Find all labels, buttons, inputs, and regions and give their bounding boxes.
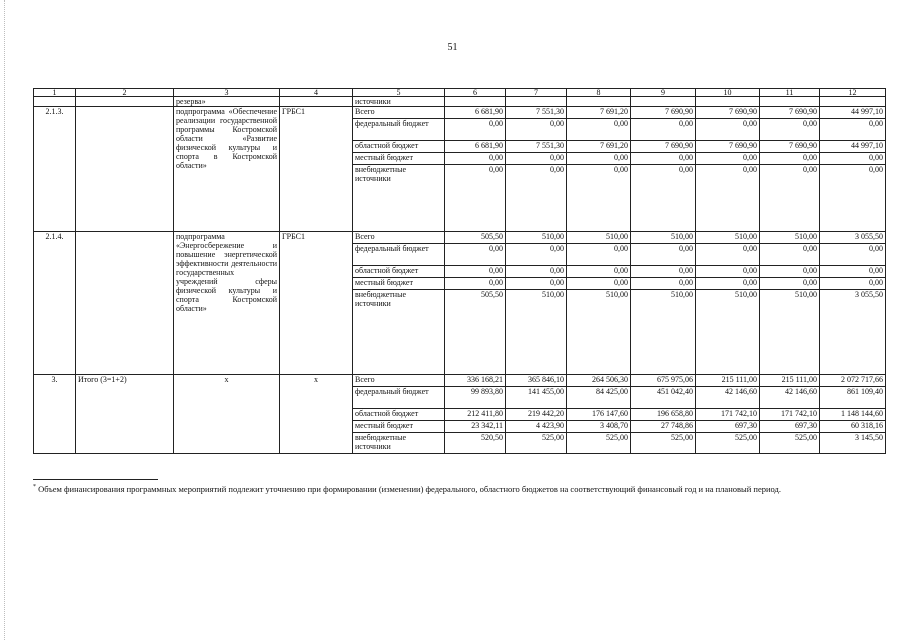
value-cell: 0,00 (696, 153, 760, 165)
value-cell: 451 042,40 (631, 387, 696, 409)
value-cell: 7 690,90 (760, 107, 820, 119)
column-2-cell: Итого (3=1+2) (76, 375, 174, 454)
value-cell: 675 975,06 (631, 375, 696, 387)
table-row (34, 375, 886, 387)
value-cell: 7 690,90 (696, 141, 760, 153)
value-cell: 0,00 (567, 153, 631, 165)
value-cell: 2 072 717,66 (820, 375, 886, 387)
value-cell: 0,00 (760, 165, 820, 232)
value-cell: 42 146,60 (696, 387, 760, 409)
value-cell: 0,00 (696, 278, 760, 290)
scan-crop-line (4, 0, 5, 640)
value-cell: 7 690,90 (631, 107, 696, 119)
value-cell: 510,00 (631, 290, 696, 375)
column-number: 5 (353, 89, 445, 97)
value-cell: 0,00 (445, 119, 506, 141)
value-cell: 171 742,10 (760, 409, 820, 421)
value-cell (445, 97, 506, 107)
value-cell: 336 168,21 (445, 375, 506, 387)
value-cell: 525,00 (760, 433, 820, 454)
value-cell: 510,00 (506, 290, 567, 375)
value-cell: 0,00 (506, 278, 567, 290)
value-cell: 0,00 (506, 119, 567, 141)
column-number: 11 (760, 89, 820, 97)
value-cell: 6 681,90 (445, 107, 506, 119)
column-number: 4 (280, 89, 353, 97)
value-cell: 44 997,10 (820, 107, 886, 119)
continuation-row (34, 97, 886, 107)
value-cell: 510,00 (506, 232, 567, 244)
value-cell: 0,00 (696, 165, 760, 232)
row-number-cell (34, 97, 76, 107)
value-cell: 0,00 (631, 266, 696, 278)
value-cell: 44 997,10 (820, 141, 886, 153)
value-cell: 510,00 (760, 290, 820, 375)
column-number: 7 (506, 89, 567, 97)
value-cell: 365 846,10 (506, 375, 567, 387)
value-cell: 0,00 (506, 153, 567, 165)
value-cell: 0,00 (506, 266, 567, 278)
column-number: 8 (567, 89, 631, 97)
grbs-cell: ГРБС1 (280, 232, 353, 375)
value-cell: 0,00 (820, 165, 886, 232)
value-cell: 510,00 (567, 290, 631, 375)
source-label-cell: федеральный бюджет (353, 244, 445, 266)
value-cell: 27 748,86 (631, 421, 696, 433)
source-label-cell: областной бюджет (353, 141, 445, 153)
value-cell: 0,00 (506, 165, 567, 232)
table-header (34, 89, 886, 97)
value-cell: 171 742,10 (696, 409, 760, 421)
column-number: 9 (631, 89, 696, 97)
value-cell: 264 506,30 (567, 375, 631, 387)
value-cell: 505,50 (445, 232, 506, 244)
value-cell: 141 455,00 (506, 387, 567, 409)
value-cell: 510,00 (567, 232, 631, 244)
source-label-cell: Всего (353, 107, 445, 119)
value-cell: 23 342,11 (445, 421, 506, 433)
value-cell: 0,00 (445, 165, 506, 232)
value-cell (567, 97, 631, 107)
financing-table (33, 88, 886, 454)
value-cell: 212 411,80 (445, 409, 506, 421)
value-cell: 525,00 (567, 433, 631, 454)
value-cell: 0,00 (760, 266, 820, 278)
value-cell (696, 97, 760, 107)
value-cell: 0,00 (820, 244, 886, 266)
value-cell: 525,00 (696, 433, 760, 454)
value-cell: 3 145,50 (820, 433, 886, 454)
grbs-cell (280, 97, 353, 107)
value-cell: 0,00 (567, 119, 631, 141)
value-cell: 7 690,90 (631, 141, 696, 153)
value-cell: 0,00 (820, 119, 886, 141)
column-2-cell (76, 232, 174, 375)
value-cell: 3 055,50 (820, 290, 886, 375)
value-cell: 215 111,00 (696, 375, 760, 387)
footnote-text: Объем финансирования программных мероприятий подлежит уточнению при формировании (изменении) федерального, областного бюджетов на соответствующий финансовый год и на плановый период. (38, 483, 781, 494)
value-cell: 99 893,80 (445, 387, 506, 409)
row-number-cell: 2.1.4. (34, 232, 76, 375)
source-label-cell: федеральный бюджет (353, 119, 445, 141)
value-cell: 0,00 (506, 244, 567, 266)
value-cell: 520,50 (445, 433, 506, 454)
value-cell: 0,00 (445, 153, 506, 165)
value-cell: 215 111,00 (760, 375, 820, 387)
value-cell: 84 425,00 (567, 387, 631, 409)
value-cell (820, 97, 886, 107)
value-cell (631, 97, 696, 107)
value-cell: 0,00 (820, 278, 886, 290)
value-cell (760, 97, 820, 107)
table-body (34, 97, 886, 454)
value-cell: 3 055,50 (820, 232, 886, 244)
value-cell: 0,00 (760, 244, 820, 266)
value-cell: 0,00 (696, 244, 760, 266)
grbs-cell: х (280, 375, 353, 454)
value-cell: 7 690,90 (760, 141, 820, 153)
value-cell: 1 148 144,60 (820, 409, 886, 421)
column-number: 6 (445, 89, 506, 97)
value-cell: 4 423,90 (506, 421, 567, 433)
value-cell: 7 551,30 (506, 107, 567, 119)
table-row (34, 107, 886, 119)
value-cell: 7 691,20 (567, 141, 631, 153)
value-cell: 0,00 (631, 153, 696, 165)
value-cell: 0,00 (567, 165, 631, 232)
value-cell: 0,00 (820, 266, 886, 278)
grbs-cell: ГРБС1 (280, 107, 353, 232)
value-cell: 0,00 (760, 153, 820, 165)
column-number: 3 (174, 89, 280, 97)
column-number: 12 (820, 89, 886, 97)
value-cell: 0,00 (696, 119, 760, 141)
program-name-cell: резерва» (174, 97, 280, 107)
table-row (34, 232, 886, 244)
value-cell: 7 551,30 (506, 141, 567, 153)
value-cell: 0,00 (567, 266, 631, 278)
source-label-cell: областной бюджет (353, 266, 445, 278)
value-cell: 525,00 (631, 433, 696, 454)
program-name-cell: подпрограмма «Обеспечение реализации государственной программы Костромской области «Развитие физической культуры и спорта в Костромской области» (174, 107, 280, 232)
value-cell: 0,00 (631, 244, 696, 266)
value-cell: 0,00 (445, 266, 506, 278)
source-label-cell: областной бюджет (353, 409, 445, 421)
value-cell: 0,00 (631, 278, 696, 290)
value-cell: 60 318,16 (820, 421, 886, 433)
value-cell: 0,00 (696, 266, 760, 278)
value-cell: 42 146,60 (760, 387, 820, 409)
program-name-cell: подпрограмма «Энергосбережение и повышение энергетической эффективности деятельности государственных учреждений сферы физической культуры и спорта Костромской области» (174, 232, 280, 375)
column-number: 10 (696, 89, 760, 97)
column-number: 2 (76, 89, 174, 97)
value-cell: 0,00 (631, 119, 696, 141)
column-2-cell (76, 107, 174, 232)
value-cell: 6 681,90 (445, 141, 506, 153)
row-number-cell: 3. (34, 375, 76, 454)
footnote (33, 482, 885, 495)
source-label-cell: местный бюджет (353, 153, 445, 165)
value-cell: 697,30 (760, 421, 820, 433)
column-2-cell (76, 97, 174, 107)
value-cell: 176 147,60 (567, 409, 631, 421)
value-cell: 0,00 (445, 278, 506, 290)
source-label-cell: федеральный бюджет (353, 387, 445, 409)
value-cell: 196 658,80 (631, 409, 696, 421)
source-label-cell: внебюджетные источники (353, 290, 445, 375)
source-label-cell: местный бюджет (353, 421, 445, 433)
value-cell: 510,00 (696, 232, 760, 244)
value-cell: 219 442,20 (506, 409, 567, 421)
page-number: 51 (447, 42, 458, 53)
footnote-marker: * (33, 484, 36, 490)
value-cell: 3 408,70 (567, 421, 631, 433)
source-label-cell: Всего (353, 232, 445, 244)
value-cell: 510,00 (696, 290, 760, 375)
value-cell: 861 109,40 (820, 387, 886, 409)
source-label-cell: источники (353, 97, 445, 107)
value-cell: 0,00 (567, 244, 631, 266)
value-cell: 510,00 (760, 232, 820, 244)
row-number-cell: 2.1.3. (34, 107, 76, 232)
source-label-cell: местный бюджет (353, 278, 445, 290)
value-cell: 505,50 (445, 290, 506, 375)
value-cell: 0,00 (760, 119, 820, 141)
value-cell: 0,00 (631, 165, 696, 232)
value-cell: 0,00 (760, 278, 820, 290)
source-label-cell: Всего (353, 375, 445, 387)
value-cell: 0,00 (820, 153, 886, 165)
value-cell: 510,00 (631, 232, 696, 244)
value-cell: 697,30 (696, 421, 760, 433)
source-label-cell: внебюджетные источники (353, 165, 445, 232)
source-label-cell: внебюджетные источники (353, 433, 445, 454)
value-cell: 0,00 (567, 278, 631, 290)
value-cell: 525,00 (506, 433, 567, 454)
column-number: 1 (34, 89, 76, 97)
footnote-rule (33, 479, 158, 480)
value-cell: 7 690,90 (696, 107, 760, 119)
value-cell: 0,00 (445, 244, 506, 266)
value-cell (506, 97, 567, 107)
program-name-cell: х (174, 375, 280, 454)
value-cell: 7 691,20 (567, 107, 631, 119)
